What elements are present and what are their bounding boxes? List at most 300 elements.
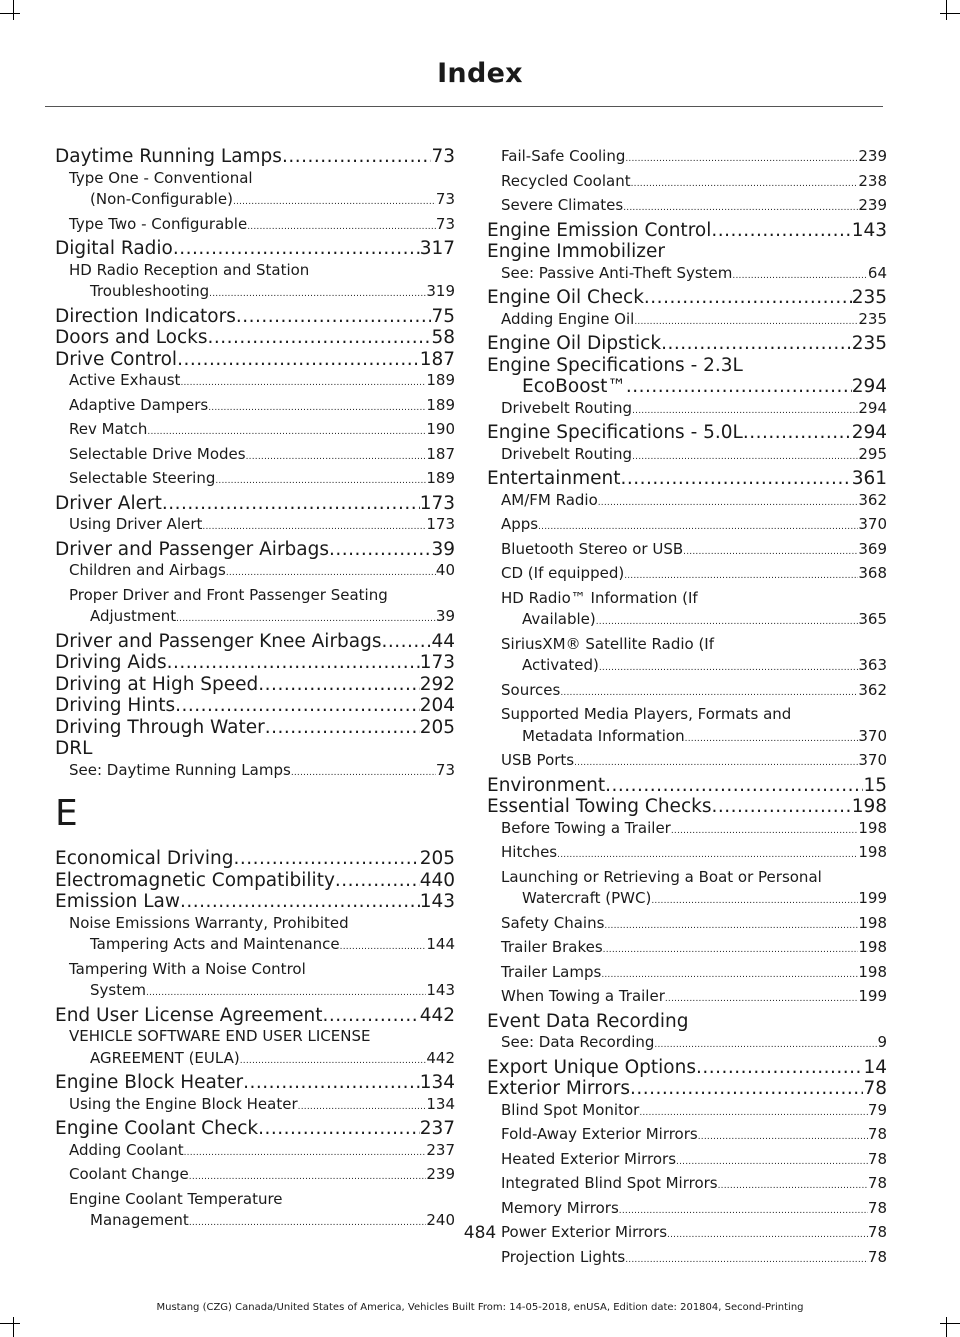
dot-leader [243, 1072, 420, 1094]
index-subentry[interactable] [55, 934, 455, 959]
entry-title: Drivebelt Routing [501, 398, 633, 417]
dot-leader [630, 1078, 863, 1100]
page-reference[interactable]: 198 [858, 962, 887, 981]
dot-leader [596, 609, 859, 634]
dot-leader [298, 1094, 427, 1119]
entry-title: Bluetooth Stereo or USB [501, 539, 684, 558]
index-subentry[interactable] [487, 962, 887, 987]
index-subentry[interactable] [487, 539, 887, 564]
page-reference[interactable]: 198 [858, 843, 887, 861]
dot-leader [382, 631, 432, 653]
page-reference[interactable]: 44 [431, 630, 455, 652]
page-reference[interactable]: 189 [426, 395, 455, 414]
index-entry[interactable] [55, 306, 455, 328]
crop-mark [13, 0, 14, 20]
page-reference[interactable]: 78 [867, 1174, 887, 1192]
page-reference[interactable]: 15 [863, 774, 887, 796]
dot-leader [599, 655, 859, 680]
page-reference[interactable]: 143 [419, 891, 455, 912]
dot-leader [623, 195, 858, 220]
page-number: 484 [463, 1223, 497, 1243]
index-subentry[interactable] [487, 490, 887, 515]
index-subentry[interactable] [487, 444, 887, 469]
index-entry[interactable] [55, 349, 455, 371]
crop-mark [940, 1323, 960, 1324]
index-subentry[interactable] [487, 750, 887, 775]
index-subentry[interactable] [487, 1100, 887, 1125]
page-reference[interactable]: 39 [431, 538, 455, 560]
dot-leader [173, 238, 420, 260]
dot-leader [644, 287, 852, 309]
entry-title: AGREEMENT (EULA) [90, 1048, 240, 1067]
entry-title: Driver and Passenger Airbags [55, 538, 330, 560]
entry-title: Activated) [522, 656, 599, 674]
index-subentry[interactable] [55, 419, 455, 444]
dot-leader [538, 514, 858, 539]
dot-leader [208, 327, 432, 349]
page-reference[interactable]: 199 [858, 987, 887, 1005]
page-reference[interactable]: 370 [858, 515, 887, 533]
page-reference[interactable]: 14 [863, 1056, 887, 1078]
page-reference[interactable]: 198 [858, 818, 887, 837]
page-reference[interactable]: 75 [431, 305, 455, 327]
entry-title: Trailer Lamps [501, 962, 602, 981]
crop-mark [13, 1317, 14, 1337]
entry-title: Direction Indicators [55, 305, 236, 327]
dot-leader [215, 468, 426, 493]
entry-title: Using the Engine Block Heater [69, 1094, 298, 1113]
index-subentry[interactable] [55, 760, 455, 785]
index-heading: Engine Immobilizer [487, 241, 665, 262]
index-entry[interactable] [487, 796, 887, 818]
page-reference[interactable]: 187 [426, 444, 455, 463]
entry-title: Children and Airbags [69, 561, 226, 579]
index-subentry[interactable] [55, 214, 455, 239]
index-subentry[interactable] [487, 842, 887, 867]
entry-title: USB Ports [501, 751, 575, 769]
dot-leader [665, 986, 858, 1011]
page-reference[interactable]: 73 [435, 190, 455, 208]
entry-title: EcoBoost™ [522, 376, 626, 397]
dot-leader [233, 189, 436, 214]
entry-title: Tampering Acts and Maintenance [90, 935, 340, 953]
section-letter: E [55, 793, 78, 834]
dot-leader [671, 818, 859, 843]
entry-title: End User License Agreement [55, 1004, 323, 1026]
crop-mark [0, 13, 20, 14]
page-reference[interactable]: 58 [431, 327, 455, 348]
entry-title: Economical Driving [55, 848, 234, 869]
index-subentry-label: SiriusXM® Satellite Radio (If [501, 634, 715, 653]
entry-title: Exterior Mirrors [487, 1078, 630, 1099]
page-reference[interactable]: 79 [867, 1100, 887, 1119]
index-heading: Event Data Recording [487, 1010, 689, 1032]
index-subentry[interactable] [55, 281, 455, 306]
page-reference[interactable]: 237 [426, 1140, 455, 1159]
index-subentry-label: Type One - Conventional [69, 168, 253, 187]
dot-leader [711, 220, 851, 242]
page-reference[interactable]: 173 [419, 492, 455, 514]
index-subentry-label: Proper Driver and Front Passenger Seating [69, 585, 388, 604]
dot-leader [240, 1048, 427, 1073]
dot-leader [654, 1032, 877, 1057]
index-subentry-label: Supported Media Players, Formats and [501, 705, 792, 723]
page-reference[interactable]: 198 [858, 938, 887, 956]
dot-leader [236, 306, 432, 328]
entry-title: Type Two - Configurable [69, 214, 248, 233]
dot-leader [258, 1118, 420, 1140]
entry-title: CD (If equipped) [501, 564, 625, 582]
page-reference[interactable]: 370 [858, 726, 887, 745]
dot-leader [718, 1173, 868, 1198]
dot-leader [335, 870, 420, 892]
page-reference[interactable]: 294 [851, 422, 887, 443]
dot-leader [167, 652, 420, 674]
page-reference[interactable]: 361 [851, 468, 887, 489]
page-reference[interactable]: 204 [419, 695, 455, 716]
page-reference[interactable]: 294 [851, 376, 887, 397]
page-reference[interactable]: 317 [419, 238, 455, 259]
entry-title: See: Passive Anti-Theft System [501, 263, 733, 282]
page-reference[interactable]: 369 [858, 539, 887, 558]
index-entry[interactable] [487, 1078, 887, 1100]
index-subentry[interactable] [55, 606, 455, 631]
page-reference[interactable]: 78 [867, 1125, 887, 1143]
index-heading: DRL [55, 738, 93, 759]
index-subentry[interactable] [55, 1048, 455, 1073]
page-reference[interactable]: 239 [426, 1165, 455, 1183]
dot-leader [208, 395, 426, 420]
entry-title: Coolant Change [69, 1165, 189, 1183]
page-reference[interactable]: 240 [426, 1211, 455, 1229]
index-entry[interactable] [487, 220, 887, 242]
entry-title: See: Data Recording [501, 1033, 655, 1051]
index-subentry[interactable] [55, 1094, 455, 1119]
index-entry[interactable] [487, 775, 887, 797]
dot-leader [258, 674, 419, 696]
entry-title: Driving Aids [55, 652, 167, 673]
dot-leader [246, 444, 427, 469]
page-reference[interactable]: 144 [426, 935, 455, 953]
page-reference[interactable]: 40 [435, 561, 455, 579]
dot-leader [676, 1149, 868, 1174]
index-subentry[interactable] [487, 888, 887, 913]
page-reference[interactable]: 143 [426, 981, 455, 999]
dot-leader [177, 349, 420, 371]
index-subentry[interactable] [487, 1247, 887, 1272]
page-reference[interactable]: 190 [426, 420, 455, 438]
dot-leader [711, 796, 851, 818]
crop-mark [940, 13, 960, 14]
page-reference[interactable]: 198 [851, 796, 887, 817]
dot-leader [176, 606, 436, 631]
dot-leader [601, 962, 858, 987]
index-subentry-label: Launching or Retrieving a Boat or Personal [501, 867, 822, 886]
entry-title: See: Daytime Running Lamps [69, 760, 291, 779]
entry-title: Selectable Steering [69, 469, 216, 487]
entry-title: System [90, 981, 146, 999]
dot-leader [683, 539, 858, 564]
dot-leader [560, 680, 858, 705]
dot-leader [661, 333, 852, 355]
entry-title: Metadata Information [522, 726, 685, 745]
index-subentry[interactable] [55, 1140, 455, 1165]
entry-title: Troubleshooting [90, 282, 210, 300]
dot-leader [625, 1247, 868, 1272]
dot-leader [574, 750, 858, 775]
index-subentry[interactable] [487, 514, 887, 539]
index-entry[interactable] [55, 493, 455, 515]
index-entry[interactable] [487, 287, 887, 309]
footer-text: Mustang (CZG) Canada/United States of America, Vehicles Built From: 14-05-2018, enUSA, Edition date: 201804, Second-Printing [156, 1302, 804, 1313]
index-column-left [55, 146, 455, 1235]
index-entry[interactable] [55, 327, 455, 349]
dot-leader [634, 309, 858, 334]
dot-leader [282, 146, 432, 168]
header-rule [45, 106, 883, 107]
entry-title: Integrated Blind Spot Mirrors [501, 1174, 718, 1192]
entry-title: Trailer Brakes [501, 938, 603, 956]
entry-title: Sources [501, 680, 561, 699]
page-reference[interactable]: 78 [863, 1078, 887, 1099]
entry-title: Severe Climates [501, 196, 624, 214]
dot-leader [162, 493, 420, 515]
page-reference[interactable]: 295 [858, 444, 887, 463]
index-subentry[interactable] [487, 913, 887, 938]
entry-title: Driving Hints [55, 695, 176, 716]
dot-leader [621, 468, 852, 490]
page-reference[interactable]: 235 [858, 309, 887, 328]
entry-title: Engine Block Heater [55, 1072, 244, 1093]
page-reference[interactable]: 198 [858, 913, 887, 932]
page-reference[interactable]: 187 [419, 348, 455, 370]
index-entry[interactable] [487, 468, 887, 490]
index-entry[interactable] [55, 870, 455, 892]
dot-leader [557, 842, 858, 867]
index-entry[interactable] [55, 146, 455, 168]
page-reference[interactable]: 442 [426, 1048, 455, 1067]
dot-leader [226, 560, 436, 585]
index-subentry-label: Noise Emissions Warranty, Prohibited [69, 913, 349, 932]
page-reference[interactable]: 39 [435, 607, 455, 625]
page-reference[interactable]: 64 [867, 263, 887, 282]
page-reference[interactable]: 199 [858, 889, 887, 907]
dot-leader [247, 214, 436, 239]
index-subentry[interactable] [487, 171, 887, 196]
index-subentry[interactable] [487, 195, 887, 220]
dot-leader [180, 370, 426, 395]
index-entry[interactable] [487, 376, 887, 398]
index-entry[interactable] [55, 539, 455, 561]
entry-title: Digital Radio [55, 238, 173, 259]
index-subentry[interactable] [487, 398, 887, 423]
page-reference[interactable]: 173 [419, 652, 455, 673]
entry-title: Adjustment [90, 607, 177, 625]
page-reference[interactable]: 134 [419, 1072, 455, 1093]
index-subentry[interactable] [487, 309, 887, 334]
index-entry[interactable] [55, 1118, 455, 1140]
index-subentry-label: HD Radio Reception and Station [69, 260, 310, 279]
page-title: Index [437, 58, 523, 89]
index-subentry[interactable] [487, 563, 887, 588]
index-subentry[interactable] [487, 1198, 887, 1223]
index-subentry[interactable] [55, 560, 455, 585]
index-subentry[interactable] [487, 1149, 887, 1174]
entry-title: Active Exhaust [69, 371, 181, 389]
dot-leader [189, 1164, 427, 1189]
entry-title: Export Unique Options [487, 1056, 696, 1078]
entry-title: Driving at High Speed [55, 673, 259, 695]
page-reference[interactable]: 442 [419, 1004, 455, 1026]
entry-title: Entertainment [487, 468, 621, 489]
dot-leader [626, 376, 852, 398]
page-reference[interactable]: 189 [426, 469, 455, 487]
page-reference[interactable]: 73 [435, 214, 455, 233]
entry-title: Available) [522, 610, 596, 628]
entry-title: Environment [487, 774, 606, 796]
dot-leader [340, 934, 427, 959]
entry-title: AM/FM Radio [501, 490, 598, 509]
crop-mark [0, 1323, 20, 1324]
dot-leader [639, 1100, 868, 1125]
crop-mark [946, 0, 947, 20]
index-entry[interactable] [55, 674, 455, 696]
page-reference[interactable]: 205 [419, 716, 455, 738]
dot-leader [632, 398, 858, 423]
dot-leader [743, 422, 852, 444]
page-reference[interactable]: 362 [858, 680, 887, 699]
entry-title: Selectable Drive Modes [69, 444, 246, 463]
page-reference[interactable]: 78 [867, 1223, 887, 1241]
page-reference[interactable]: 365 [858, 610, 887, 628]
index-subentry[interactable] [487, 818, 887, 843]
index-entry[interactable] [55, 891, 455, 913]
index-entry[interactable] [487, 1057, 887, 1079]
page-reference[interactable]: 239 [858, 196, 887, 214]
index-entry[interactable] [487, 422, 887, 444]
entry-title: Emission Law [55, 891, 180, 912]
entry-title: Electromagnetic Compatibility [55, 869, 335, 891]
index-subentry[interactable] [55, 468, 455, 493]
entry-title: Heated Exterior Mirrors [501, 1149, 677, 1168]
dot-leader [604, 913, 858, 938]
index-subentry-label: Engine Coolant Temperature [69, 1189, 283, 1208]
index-entry[interactable] [55, 1072, 455, 1094]
page-reference[interactable]: 440 [419, 869, 455, 891]
page-reference[interactable]: 370 [858, 751, 887, 769]
entry-title: Fold-Away Exterior Mirrors [501, 1125, 698, 1143]
index-subentry[interactable] [487, 1173, 887, 1198]
page-reference[interactable]: 134 [426, 1094, 455, 1113]
index-subentry[interactable] [55, 370, 455, 395]
index-entry[interactable] [55, 652, 455, 674]
index-subentry[interactable] [55, 514, 455, 539]
page-reference[interactable]: 73 [431, 146, 455, 167]
dot-leader [184, 1140, 427, 1165]
dot-leader [605, 775, 863, 797]
dot-leader [233, 848, 419, 870]
dot-leader [180, 891, 420, 913]
entry-title: Power Exterior Mirrors [501, 1223, 668, 1241]
page-reference[interactable]: 173 [426, 515, 455, 533]
page-reference[interactable]: 363 [858, 656, 887, 674]
index-subentry[interactable] [55, 189, 455, 214]
index-subentry[interactable] [55, 980, 455, 1005]
entry-title: Rev Match [69, 420, 148, 438]
page-reference[interactable]: 73 [435, 760, 455, 779]
page-reference[interactable]: 9 [877, 1033, 887, 1051]
index-subentry[interactable] [487, 263, 887, 288]
entry-title: When Towing a Trailer [501, 987, 665, 1005]
index-heading: Engine Specifications - 2.3L [487, 354, 743, 376]
index-entry[interactable] [55, 848, 455, 870]
page-reference[interactable]: 294 [858, 398, 887, 417]
dot-leader [291, 760, 436, 785]
entry-title: Watercraft (PWC) [522, 889, 652, 907]
page-reference[interactable]: 292 [419, 673, 455, 695]
dot-leader [147, 419, 426, 444]
page-reference[interactable]: 78 [867, 1198, 887, 1217]
index-entry[interactable] [55, 631, 455, 653]
index-subentry[interactable] [55, 1164, 455, 1189]
index-subentry[interactable] [55, 395, 455, 420]
page-reference[interactable]: 237 [419, 1118, 455, 1139]
entry-title: Hitches [501, 843, 558, 861]
entry-title: Fail-Safe Cooling [501, 147, 626, 165]
index-subentry[interactable] [487, 937, 887, 962]
entry-title: Doors and Locks [55, 327, 208, 348]
index-subentry[interactable] [487, 680, 887, 705]
dot-leader [619, 1198, 868, 1223]
index-subentry-label: HD Radio™ Information (If [501, 588, 698, 607]
dot-leader [625, 146, 858, 171]
entry-title: Driver Alert [55, 492, 162, 514]
page-reference[interactable]: 235 [851, 287, 887, 308]
dot-leader [265, 717, 420, 739]
index-subentry[interactable] [487, 1124, 887, 1149]
page-reference[interactable]: 238 [858, 171, 887, 190]
page-reference[interactable]: 362 [858, 490, 887, 509]
page-reference[interactable]: 189 [426, 371, 455, 389]
index-entry[interactable] [55, 238, 455, 260]
index-subentry[interactable] [487, 1032, 887, 1057]
page-reference[interactable]: 368 [858, 564, 887, 582]
page-reference[interactable]: 239 [858, 147, 887, 165]
index-subentry[interactable] [487, 726, 887, 751]
index-subentry[interactable] [55, 444, 455, 469]
index-entry[interactable] [487, 333, 887, 355]
entry-title: Apps [501, 515, 539, 533]
index-subentry[interactable] [487, 986, 887, 1011]
page-reference[interactable]: 78 [867, 1247, 887, 1266]
dot-leader [603, 937, 859, 962]
index-entry[interactable] [55, 717, 455, 739]
page-reference[interactable]: 205 [419, 848, 455, 869]
page-reference[interactable]: 235 [851, 333, 887, 354]
index-subentry[interactable] [487, 609, 887, 634]
page-reference[interactable]: 143 [851, 219, 887, 241]
entry-title: Engine Oil Check [487, 287, 644, 308]
index-entry[interactable] [55, 1005, 455, 1027]
page-reference[interactable]: 319 [426, 282, 455, 300]
index-subentry[interactable] [487, 655, 887, 680]
index-subentry[interactable] [487, 146, 887, 171]
page-reference[interactable]: 78 [867, 1149, 887, 1168]
dot-leader [651, 888, 858, 913]
entry-title: Essential Towing Checks [487, 796, 712, 817]
index-entry[interactable] [55, 695, 455, 717]
entry-title: Adaptive Dampers [69, 395, 209, 414]
